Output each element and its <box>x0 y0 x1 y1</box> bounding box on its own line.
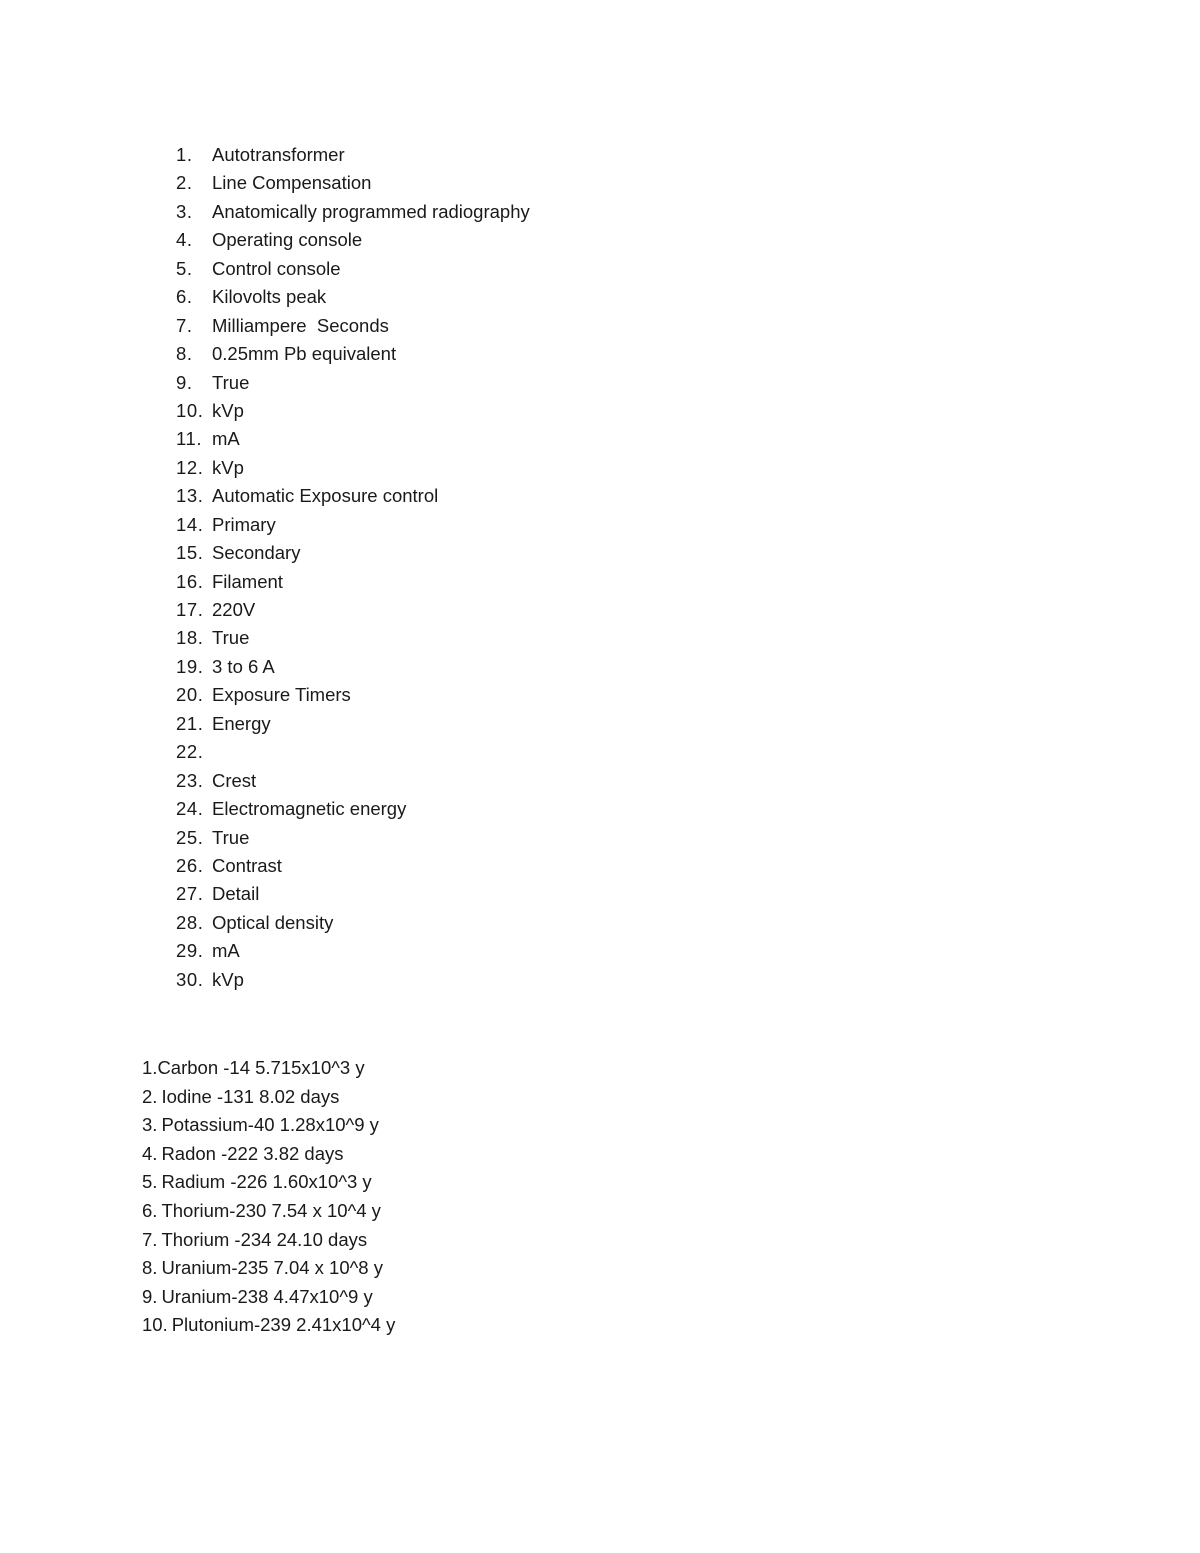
item-number: 30. <box>176 968 204 990</box>
item-number: 3. <box>176 200 193 222</box>
item-number: 17. <box>176 599 204 620</box>
item-number: 5. <box>176 257 193 279</box>
list-item <box>176 454 530 482</box>
list-item <box>176 824 530 852</box>
item-number: 18. <box>176 627 204 649</box>
list-item <box>176 255 530 283</box>
item-text: mA <box>212 940 240 962</box>
item-number: 7. <box>176 314 193 336</box>
item-number: 25. <box>176 826 204 848</box>
item-number: 15. <box>176 542 204 564</box>
list-item <box>176 226 530 254</box>
list-item <box>142 1254 395 1283</box>
item-text: True <box>212 826 250 848</box>
list-item <box>176 681 530 709</box>
list-item <box>142 1197 395 1226</box>
item-number: 29. <box>176 940 204 962</box>
list-item <box>176 539 530 567</box>
list-item <box>176 596 530 624</box>
item-number: 8. <box>176 343 193 365</box>
item-text: Control console <box>212 257 341 279</box>
list-item <box>176 169 530 197</box>
list-item <box>176 738 530 766</box>
list-item <box>176 568 530 596</box>
item-number: 24. <box>176 798 204 820</box>
item-number: 9. <box>176 371 193 393</box>
list-item <box>142 1311 395 1340</box>
list-item <box>176 283 530 311</box>
list-item <box>176 852 530 880</box>
item-text: Energy <box>212 712 271 734</box>
list-item <box>176 397 530 425</box>
item-number: 6. <box>142 1199 158 1221</box>
item-number: 10. <box>176 399 204 421</box>
item-text: Contrast <box>212 854 282 876</box>
item-number: 5. <box>142 1171 158 1193</box>
item-number: 4. <box>142 1142 158 1164</box>
item-number: 12. <box>176 456 204 478</box>
item-text: 3 to 6 A <box>212 655 275 677</box>
item-number: 28. <box>176 911 204 933</box>
item-text: Autotransformer <box>212 144 345 165</box>
item-text: Iodine -131 8.02 days <box>161 1085 340 1107</box>
list-item <box>142 1111 395 1140</box>
item-text: kVp <box>212 968 244 990</box>
list-item <box>176 966 530 994</box>
list-item <box>176 710 530 738</box>
list-item <box>176 767 530 795</box>
list-item <box>176 624 530 652</box>
list-item <box>142 1054 395 1083</box>
item-text: Plutonium-239 2.41x10^4 y <box>171 1314 396 1336</box>
list-item <box>142 1083 395 1112</box>
item-number: 3. <box>142 1114 158 1136</box>
list-item <box>176 909 530 937</box>
item-number: 1. <box>176 144 193 165</box>
item-number: 26. <box>176 854 204 876</box>
item-text: Crest <box>212 769 257 791</box>
list-item <box>142 1168 395 1197</box>
item-number: 27. <box>176 883 204 905</box>
item-number: 19. <box>176 655 204 677</box>
item-text: True <box>212 627 250 649</box>
item-number: 1. <box>142 1057 158 1078</box>
list-item <box>176 369 530 397</box>
item-text: Line Compensation <box>212 172 372 194</box>
item-text: Thorium-230 7.54 x 10^4 y <box>161 1199 381 1221</box>
item-number: 20. <box>176 684 204 706</box>
list-item <box>176 653 530 681</box>
item-number: 21. <box>176 712 204 734</box>
item-text: Potassium-40 1.28x10^9 y <box>161 1114 379 1136</box>
list-item <box>176 198 530 226</box>
item-text: Thorium -234 24.10 days <box>161 1228 368 1250</box>
item-number: 16. <box>176 570 204 592</box>
list-item <box>176 425 530 453</box>
item-text: Anatomically programmed radiography <box>212 200 530 222</box>
list-item <box>176 312 530 340</box>
item-number: 6. <box>176 286 193 308</box>
item-text: mA <box>212 428 240 450</box>
item-number: 7. <box>142 1228 158 1250</box>
item-text: Primary <box>212 513 276 535</box>
item-number: 8. <box>142 1257 158 1279</box>
item-text: Operating console <box>212 229 363 251</box>
list-item <box>176 482 530 510</box>
list-item <box>142 1226 395 1255</box>
item-number: 14. <box>176 513 204 535</box>
item-text: Uranium-235 7.04 x 10^8 y <box>161 1257 383 1279</box>
item-text: 0.25mm Pb equivalent <box>212 343 397 365</box>
item-text: Kilovolts peak <box>212 286 327 308</box>
item-number: 10. <box>142 1314 168 1336</box>
item-text: Filament <box>212 570 283 592</box>
list-item <box>176 340 530 368</box>
item-text: Milliampere Seconds <box>212 314 389 336</box>
item-number: 4. <box>176 229 193 251</box>
item-text: Radon -222 3.82 days <box>161 1142 344 1164</box>
item-text: kVp <box>212 456 244 478</box>
item-number: 11. <box>176 428 203 450</box>
item-number: 9. <box>142 1285 158 1307</box>
list-item <box>176 880 530 908</box>
isotope-list <box>142 1054 395 1340</box>
item-text: True <box>212 371 250 393</box>
answer-list <box>176 141 530 994</box>
list-item <box>176 141 530 169</box>
list-item <box>142 1283 395 1312</box>
list-item <box>176 795 530 823</box>
item-text: Carbon -14 5.715x10^3 y <box>157 1057 365 1078</box>
list-item <box>176 511 530 539</box>
item-text: Electromagnetic energy <box>212 798 407 820</box>
item-text: Secondary <box>212 542 301 564</box>
item-number: 2. <box>142 1085 158 1107</box>
item-text: Automatic Exposure control <box>212 485 439 507</box>
item-text: Optical density <box>212 911 334 933</box>
item-text: Detail <box>212 883 260 905</box>
item-text: Radium -226 1.60x10^3 y <box>161 1171 372 1193</box>
item-text: Exposure Timers <box>212 684 351 706</box>
item-number: 22. <box>176 741 204 763</box>
item-text: kVp <box>212 399 244 421</box>
list-item <box>176 937 530 965</box>
item-number: 23. <box>176 769 204 791</box>
item-number: 2. <box>176 172 193 194</box>
item-text: Uranium-238 4.47x10^9 y <box>161 1285 373 1307</box>
list-item <box>142 1140 395 1169</box>
item-number: 13. <box>176 485 204 507</box>
item-text: 220V <box>212 599 256 620</box>
